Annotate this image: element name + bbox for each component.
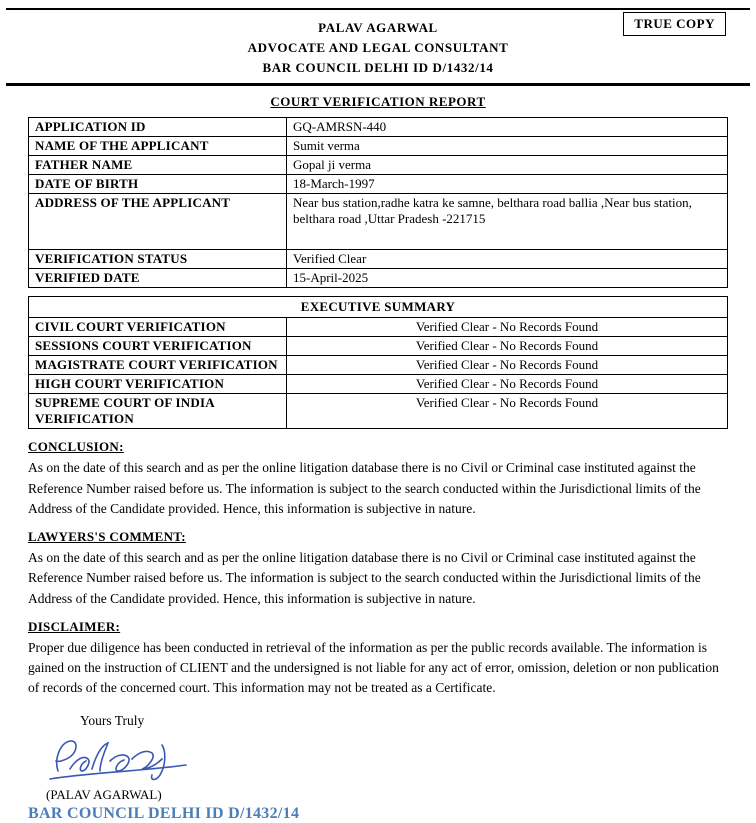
- closing-text: Yours Truly: [80, 712, 145, 728]
- executive-summary-title: EXECUTIVE SUMMARY: [29, 297, 728, 318]
- report-title: COURT VERIFICATION REPORT: [270, 94, 486, 110]
- advocate-bar-id: BAR COUNCIL DELHI ID D/1432/14: [262, 60, 494, 76]
- top-rule: [6, 8, 750, 10]
- applicant-info-table: [28, 117, 728, 288]
- lawyers-comment-section: [28, 529, 728, 609]
- table-row: [29, 118, 728, 137]
- field-label: VERIFICATION STATUS: [29, 250, 287, 269]
- summary-value: Verified Clear - No Records Found: [287, 318, 728, 337]
- disclaimer-section: [28, 619, 728, 699]
- section-body: Proper due diligence has been conducted in retrieval of the information as per the public records available. The information is gained on the instruction of CLIENT and the undersigned is not liable for any act of error, omission, deletion or non publication of records of the concerned court. This information may not be treated as a Certificate.: [28, 639, 719, 696]
- conclusion-section: [28, 439, 728, 519]
- executive-summary-table: [28, 296, 728, 429]
- advocate-title: ADVOCATE AND LEGAL CONSULTANT: [247, 40, 509, 56]
- field-label: DATE OF BIRTH: [29, 175, 287, 194]
- table-row: [29, 297, 728, 318]
- table-row: [29, 175, 728, 194]
- field-label: APPLICATION ID: [29, 118, 287, 137]
- field-value: 18-March-1997: [287, 175, 728, 194]
- field-label: FATHER NAME: [29, 156, 287, 175]
- field-label: VERIFIED DATE: [29, 269, 287, 288]
- table-row: [29, 250, 728, 269]
- field-value: Near bus station,radhe katra ke samne, belthara road ballia ,Near bus station, belthara road ,Uttar Pradesh -221715: [287, 194, 728, 250]
- table-row: [29, 375, 728, 394]
- field-label: ADDRESS OF THE APPLICANT: [29, 194, 287, 250]
- field-value: Verified Clear: [287, 250, 728, 269]
- section-heading: DISCLAIMER:: [28, 618, 121, 634]
- table-row: [29, 356, 728, 375]
- section-body: As on the date of this search and as per the online litigation database there is no Civil or Criminal case instituted against the Reference Number raised before us. The information is subject to the search conducted within the Jurisdictional limits of the Address of the Candidate provided. Hence, this information is subjective in nature.: [28, 550, 701, 606]
- header-divider-rule: [6, 83, 750, 86]
- summary-value: Verified Clear - No Records Found: [287, 375, 728, 394]
- table-row: [29, 394, 728, 429]
- field-label: NAME OF THE APPLICANT: [29, 137, 287, 156]
- summary-label: MAGISTRATE COURT VERIFICATION: [29, 356, 287, 375]
- field-value: GQ-AMRSN-440: [287, 118, 728, 137]
- section-body: As on the date of this search and as per the online litigation database there is no Civil or Criminal case instituted against the Reference Number raised before us. The information is subject to the search conducted within the Jurisdictional limits of the Address of the Candidate provided. Hence, this information is subjective in nature.: [28, 460, 701, 516]
- section-heading: CONCLUSION:: [28, 439, 124, 455]
- section-heading: LAWYERS'S COMMENT:: [28, 529, 186, 545]
- summary-value: Verified Clear - No Records Found: [287, 394, 728, 429]
- summary-label: CIVIL COURT VERIFICATION: [29, 318, 287, 337]
- true-copy-stamp: TRUE COPY: [623, 12, 726, 36]
- advocate-name: PALAV AGARWAL: [318, 20, 438, 35]
- signature-image: [44, 731, 728, 789]
- summary-value: Verified Clear - No Records Found: [287, 356, 728, 375]
- summary-label: SESSIONS COURT VERIFICATION: [29, 337, 287, 356]
- summary-value: Verified Clear - No Records Found: [287, 337, 728, 356]
- table-row: [29, 156, 728, 175]
- field-value: Sumit verma: [287, 137, 728, 156]
- signatory-name: (PALAV AGARWAL): [46, 786, 162, 802]
- handwritten-signature-icon: [44, 731, 194, 789]
- table-row: [29, 318, 728, 337]
- table-row: [29, 337, 728, 356]
- summary-label: HIGH COURT VERIFICATION: [29, 375, 287, 394]
- footer-bar-id: BAR COUNCIL DELHI ID D/1432/14: [28, 804, 300, 822]
- summary-label: SUPREME COURT OF INDIA VERIFICATION: [29, 394, 287, 429]
- field-value: Gopal ji verma: [287, 156, 728, 175]
- table-row: [29, 269, 728, 288]
- table-row: [29, 137, 728, 156]
- table-row: [29, 194, 728, 250]
- field-value: 15-April-2025: [287, 269, 728, 288]
